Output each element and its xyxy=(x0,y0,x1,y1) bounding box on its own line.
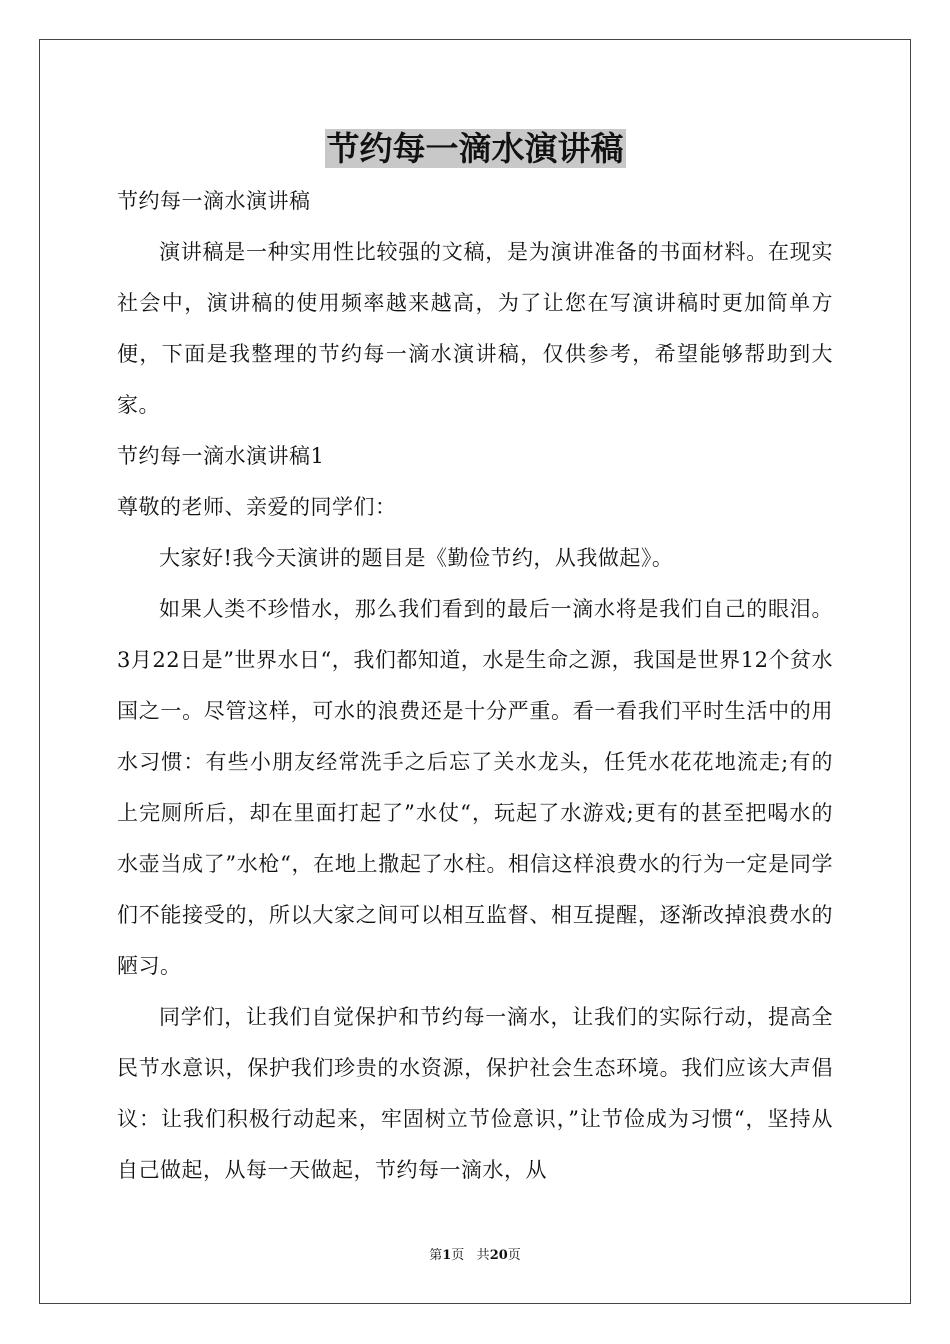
footer-total-pages: 20 xyxy=(489,1248,508,1263)
intro-paragraph: 演讲稿是一种实用性比较强的文稿，是为演讲准备的书面材料。在现实社会中，演讲稿的使用频率越来越高，为了让您在写演讲稿时更加简单方便，下面是我整理的节约每一滴水演讲稿，仅供参考，希望能够帮助到大家。 xyxy=(117,240,833,417)
document-title xyxy=(0,124,950,174)
document-body xyxy=(117,176,833,1196)
subtitle-paragraph: 节约每一滴水演讲稿 xyxy=(117,189,311,213)
greeting-paragraph: 大家好!我今天演讲的题目是《勤俭节约，从我做起》。 xyxy=(159,546,674,570)
section-heading: 节约每一滴水演讲稿1 xyxy=(117,444,325,468)
footer-page-prefix: 第 xyxy=(429,1248,443,1263)
body-paragraph: 同学们，让我们自觉保护和节约每一滴水，让我们的实际行动，提高全民节水意识，保护我们珍贵的水资源，保护社会生态环境。我们应该大声倡议：让我们积极行动起来，牢固树立节俭意识，”让节俭成为习惯“，坚持从自己做起，从每一天做起，节约每一滴水，从 xyxy=(117,1005,833,1182)
footer-total-suffix: 页 xyxy=(507,1248,521,1263)
document-title-text: 节约每一滴水演讲稿 xyxy=(326,129,624,168)
footer-page-suffix: 页 xyxy=(451,1248,465,1263)
body-paragraph: 如果人类不珍惜水，那么我们看到的最后一滴水将是我们自己的眼泪。3月22日是”世界水日“，我们都知道，水是生命之源，我国是世界12个贫水国之一。尽管这样，可水的浪费还是十分严重。看一看我们平时生活中的用水习惯：有些小朋友经常洗手之后忘了关水龙头，任凭水花花地流走;有的上完厕所后，却在里面打起了”水仗“，玩起了水游戏;更有的甚至把喝水的水壶当成了”水枪“，在地上撒起了水柱。相信这样浪费水的行为一定是同学们不能接受的，所以大家之间可以相互监督、相互提醒，逐渐改掉浪费水的陋习。 xyxy=(117,597,833,978)
footer-total-prefix: 共 xyxy=(476,1248,490,1263)
page-footer xyxy=(0,1246,950,1266)
footer-page-number: 1 xyxy=(442,1248,452,1263)
salutation: 尊敬的老师、亲爱的同学们： xyxy=(117,495,397,519)
